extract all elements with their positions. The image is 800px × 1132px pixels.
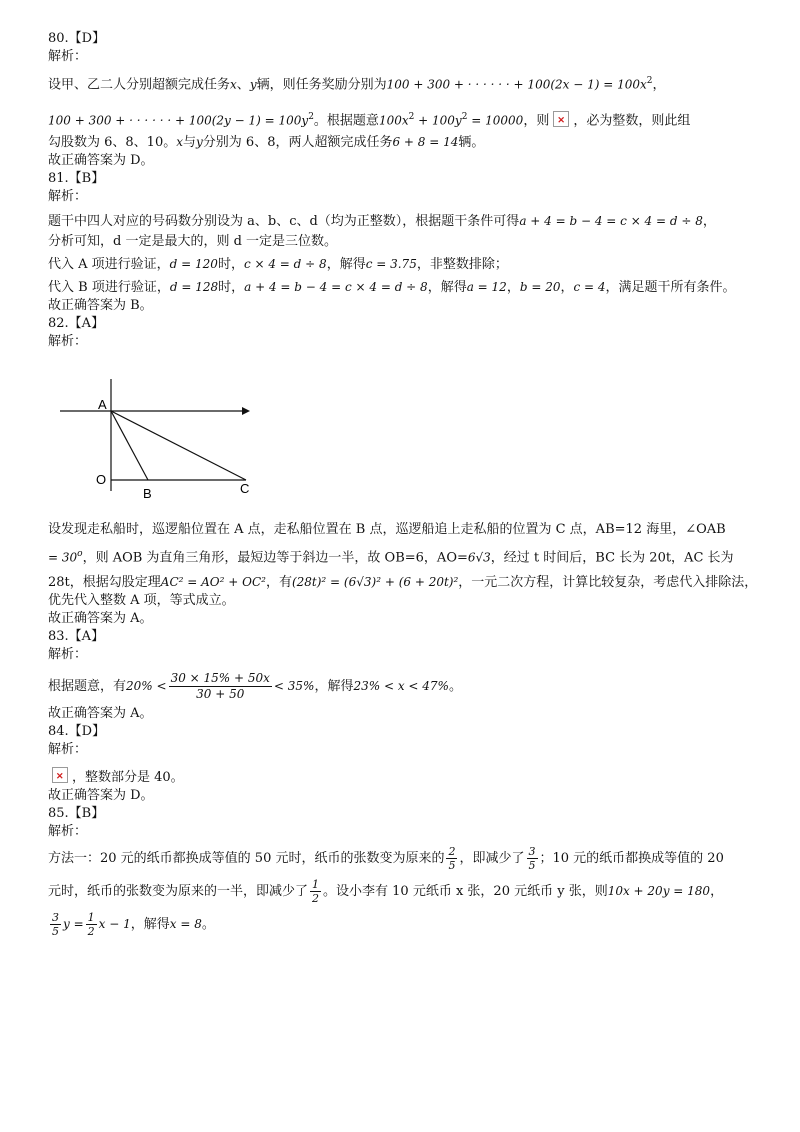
label-c: C [240, 480, 250, 496]
fraction: $\frac{30 \times 15\% + 50x}{30 + 50}$ [170, 670, 270, 701]
q83-line1: 根据题意，有20% < $\frac{30 \times 15\% + 50x}{30 + 50}$ < 35%，解得23% < x < 47%。 [48, 670, 462, 701]
q81-label: 解析： [48, 188, 88, 204]
label-o: O [96, 471, 107, 487]
q81-line3: 代入 A 项进行验证，d = 120时，c × 4 = d ÷ 8，解得c = 3.75，非整数排除； [48, 256, 508, 272]
q84-line1: ✕，整数部分是 40。 [48, 767, 760, 787]
broken-image-icon [52, 767, 68, 783]
line-ac [111, 411, 246, 480]
q80-label: 解析： [48, 49, 88, 64]
q81-line1: 题干中四人对应的号码数分别设为 a、b、c、d（均为正整数），根据题干条件可得a + 4 = b − 4 = c × 4 = d ÷ 8， [48, 213, 716, 229]
q85-heading: 85.【B】 [48, 805, 105, 821]
fraction: $\frac{1}{2}$ [87, 910, 95, 938]
q85-line3: $\frac{3}{5}$ y = $\frac{1}{2}$ x − 1，解得x = 8。 [52, 910, 215, 938]
q80-answer: 故正确答案为 D。 [48, 152, 154, 168]
q81-answer: 故正确答案为 B。 [48, 297, 153, 313]
label-b: B [143, 485, 152, 501]
q83-heading: 83.【A】 [48, 628, 105, 644]
q80-heading: 80.【D】 [48, 31, 106, 46]
q80-line2: 100 + 300 + · · · · · · + $100(2y - 1) = 100y^2$。根据题意$100x^2 + 100y^2 = 10000$，则✕ ，必为整数，则此组 [48, 108, 760, 130]
label-a: A [98, 396, 107, 412]
fraction: $\frac{1}{2}$ [312, 877, 320, 905]
q85-line2: 元时，纸币的张数变为原来的一半，即减少了 $\frac{1}{2}$ 。设小李有 10 元纸币 x 张，20 元纸币 y 张，则10x + 20y = 180， [48, 877, 724, 905]
q81-heading: 81.【B】 [48, 170, 105, 186]
arrow-head-icon [242, 407, 250, 415]
broken-image-icon [553, 111, 569, 127]
q85-label: 解析： [48, 823, 88, 839]
q81-line2: 分析可知，d 一定是最大的，则 d 一定是三位数。 [48, 233, 338, 249]
fraction: $\frac{3}{5}$ [528, 844, 536, 872]
q84-answer: 故正确答案为 D。 [48, 787, 154, 803]
fraction: $\frac{2}{5}$ [448, 844, 456, 872]
q84-label: 解析： [48, 741, 88, 757]
q83-label: 解析： [48, 646, 88, 662]
q82-answer: 故正确答案为 A。 [48, 610, 153, 626]
q84-heading: 84.【D】 [48, 723, 106, 739]
q82-line1: 设发现走私船时，巡逻船位置在 A 点，走私船位置在 B 点，巡逻船追上走私船的位置为 C 点，AB=12 海里，∠OAB [48, 521, 726, 537]
fraction: $\frac{3}{5}$ [52, 910, 59, 938]
q82-heading: 82.【A】 [48, 315, 105, 331]
triangle-diagram [56, 359, 256, 509]
document-page [48, 30, 760, 941]
q82-label: 解析： [48, 333, 88, 349]
q81-line4: 代入 B 项进行验证，d = 128时，a + 4 = b − 4 = c × 4 = d ÷ 8，解得a = 12，b = 20，c = 4，满足题干所有条件。 [48, 279, 736, 295]
q80-line3: 勾股数为 6、8、10。x与y分别为 6、8，两人超额完成任务6 + 8 = 14辆。 [48, 134, 485, 150]
q82-line3: 28t，根据勾股定理AC² = AO² + OC²，有(28t)² = (6√3)² + (6 + 20t)²，一元二次方程，计算比较复杂，考虑代入排除法，优先代入整数 A 项，等式成立。 [48, 574, 758, 608]
q80-line1: 设甲、乙二人分别超额完成任务x、y辆，则任务奖励分别为100 + 300 + · · · · · · + $100(2x - 1) = 100x^2$， [48, 76, 666, 93]
q83-answer: 故正确答案为 A。 [48, 705, 153, 721]
q85-line1: 方法一：20 元的纸币都换成等值的 50 元时，纸币的张数变为原来的 $\frac{2}{5}$ ，即减少了 $\frac{3}{5}$ ；10 元的纸币都换成等值的 20 [48, 844, 724, 872]
q82-line2: = $30^o$，则 AOB 为直角三角形，最短边等于斜边一半，故 OB=6，AO=6√3，经过 t 时间后，BC 长为 20t，AC 长为 [48, 548, 734, 565]
line-ab [111, 411, 148, 480]
